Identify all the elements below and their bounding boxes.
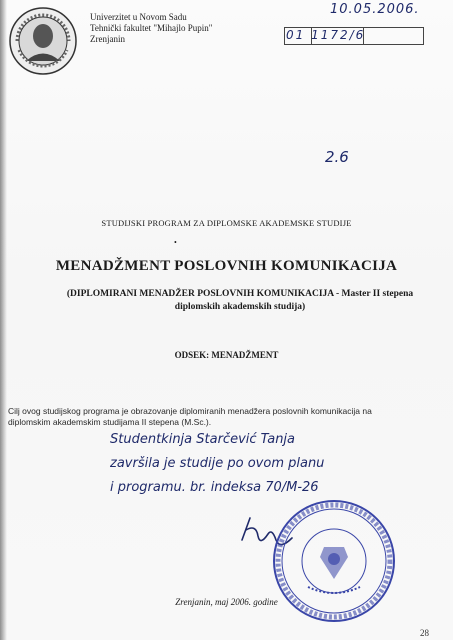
registry-cell [364,28,423,44]
handwritten-line: i programu. br. indeksa 70/M-26 [110,480,319,495]
goal-line: Cilj ovog studijskog programa je obrazovanje diplomiranih menadžera poslovnih komunikacija na [8,406,372,416]
scan-edge-shadow [0,0,7,640]
subtitle-line: (DIPLOMIRANI MENADŽER POSLOVNIH KOMUNIKACIJA - Master II stepena [66,289,414,299]
place-and-date: Zrenjanin, maj 2006. godine [175,597,278,607]
handwritten-margin-mark: 2.6 [325,148,349,166]
university-name: Univerzitet u Novom Sadu [90,12,187,22]
registry-number: 01 1172/6 [286,28,366,42]
handwritten-certification [110,428,450,500]
official-round-stamp-icon [268,495,400,627]
program-goal [8,406,448,428]
handwritten-line: završila je studije po ovom planu [110,456,325,471]
university-header [90,12,212,45]
bullet-dot: • [174,238,177,247]
document-subtitle [30,288,450,314]
page-number: 28 [420,628,429,638]
goal-line: diplomskim akademskim studijama II stepena (M.Sc.). [8,417,212,427]
university-seal-icon [8,6,78,76]
faculty-name: Tehnički fakultet "Mihajlo Pupin" [90,23,213,33]
handwritten-date: 10.05.2006. [330,2,420,17]
city-name: Zrenjanin [90,34,125,44]
handwritten-line: Studentkinja Starčević Tanja [110,432,296,447]
program-type: STUDIJSKI PROGRAM ZA DIPLOMSKE AKADEMSKE STUDIJE [101,218,352,228]
department-label: ODSEK: MENADŽMENT [174,350,279,360]
subtitle-line: diplomskih akademskih studija) [174,302,306,312]
document-title: MENADŽMENT POSLOVNIH KOMUNIKACIJA [55,258,398,274]
